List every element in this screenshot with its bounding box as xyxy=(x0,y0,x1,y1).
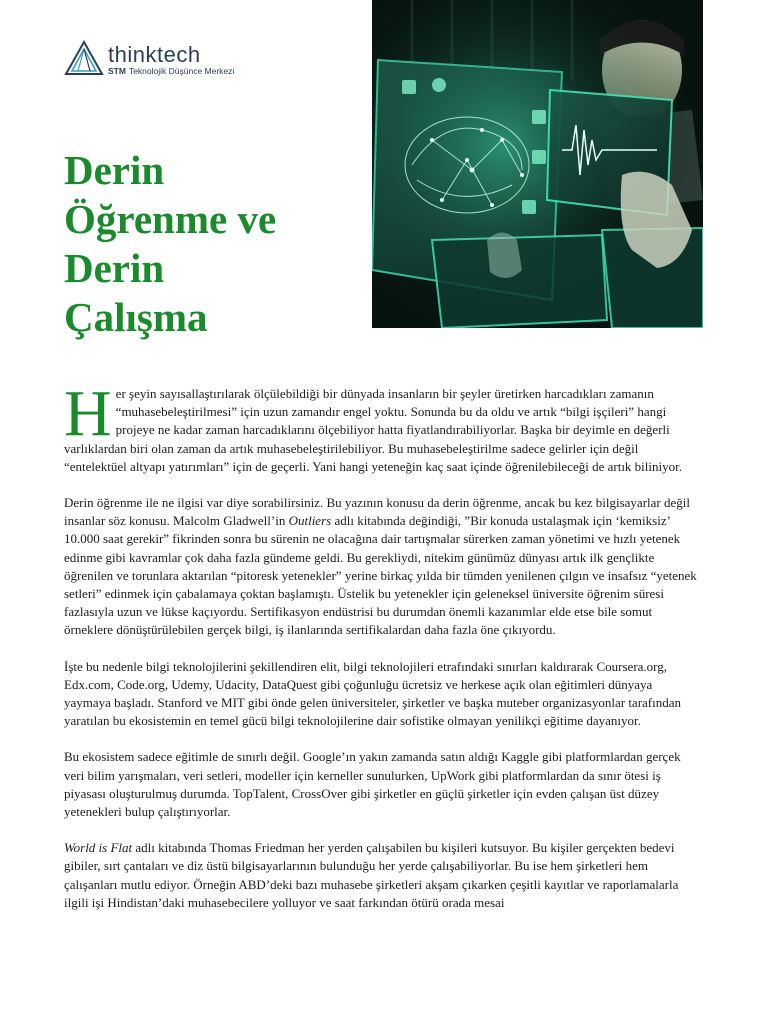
logo-wordmark xyxy=(108,42,201,68)
book-title-outliers: Outliers xyxy=(288,513,332,529)
paragraph-2-text-a: Derin öğrenme ile ne ilgisi var diye sorabilirsiniz. Bu yazının konusu da derin öğrenme, ancak bu kez bilgisayarlar değil insanlar söz konusu. Malcolm Gladwell’in xyxy=(64,495,690,529)
drop-cap: H xyxy=(64,377,112,450)
paragraph-2 xyxy=(64,494,701,640)
paragraph-1 xyxy=(64,377,701,476)
thinktech-logo xyxy=(64,40,264,80)
article-body xyxy=(64,377,701,930)
triangle-logo-icon xyxy=(64,40,104,76)
paragraph-2-text-b: adlı kitabında değindiği, ”Bir konuda ustalaşmak için ‘kemiksiz’ 10.000 saat gerekir” fikrinden sonra bu sürenin ne olacağına dair tartışmalar sürerken zaman yönetimi ve hızlı yetenek edinme gibi kavramlar çok daha fazla gündeme geldi. Bu gerekliydi, nitekim günümüz dünyası artık ilk gençlikte öğrenilen ve torunlara aktarılan “pitoresk yetenekler” yerine birkaç yılda bir tümden yenilenen çılgın ve insafsız “yetenek setleri” edinmek için çabalamaya çoktan başlamıştı. Üstelik bu yetenekler için geleneksel üniversite öğrenim süresi fazlasıyla uzun ve lükse kaçıyordu. Sertifikasyon endüstrisi bu durumdan önemli kazanımlar elde etse bile somut örneklere dönüştürülebilen gerçek bilgi, iş ilanlarında sertifikalardan daha fazla öne çıkıyordu. xyxy=(64,513,697,638)
title-line-3: Derin xyxy=(64,245,165,291)
hero-image xyxy=(372,0,703,328)
paragraph-3: İşte bu nedenle bilgi teknolojilerini şekillendiren elit, bilgi teknolojileri etrafındaki sınırları kaldırarak Coursera.org, Edx.com, Code.org, Udemy, Udacity, DataQuest gibi çoğunluğu ücretsiz ve herkese açık olan eğitimleri dünyaya yaymaya başladı. Stanford ve MIT gibi önde gelen üniversiteler, şirketler ve başka muteber organizasyonlar tarafından yaratılan bu ekosistemin en temel gücü bilgi teknolojilerine dair sofistike olmayan yenilikçi eğitime dayanıyor. xyxy=(64,658,682,729)
article-title xyxy=(64,146,354,342)
title-line-2: Öğrenme ve xyxy=(64,196,277,242)
paragraph-1-text: er şeyin sayısallaştırılarak ölçülebildiği bir dünyada insanların bir şeyler üretirken harcadıkları zamanın “muhasebeleştirilmesi” için uzun zamandır engel yoktu. Sonunda bu da oldu ve artık “bilgi işçileri” hangi projeye ne kadar zaman harcadıklarını ölçebiliyor hatta fiyatlandırabiliyorlar. Başka bir deyimle en değerli varlıklardan biri olan zaman da artık muhasebeleştirilebiliyor. Bu muhasebeleştirilme sadece gelirler için değil “entelektüel altyapı yatırımları” için de geçerli. Yani hangi yeteneğin kaç saat içinde öğrenilebileceği de artık biliniyor. xyxy=(64,386,682,474)
paragraph-5 xyxy=(64,839,701,912)
title-line-1: Derin xyxy=(64,147,165,193)
book-title-world-is-flat: World is Flat xyxy=(64,840,133,856)
paragraph-4: Bu ekosistem sadece eğitimle de sınırlı değil. Google’ın yakın zamanda satın aldığı Kaggle gibi platformlardan gerçek veri bilim yarışmaları, veri setleri, modeller için kerneller sunulurken, UpWork gibi platformlardan da sınır ötesi iş piyasası oluşturulmuş durumda. TopTalent, CrossOver gibi şirketler en güçlü şirketler için evden çalışan üst düzey yetenekleri bulup çalıştırıyorlar. xyxy=(64,749,681,820)
logo-tech: tech xyxy=(156,42,201,67)
title-line-4: Çalışma xyxy=(64,294,208,340)
hologram-brain-icon xyxy=(372,0,703,328)
paragraph-5-text: adlı kitabında Thomas Friedman her yerden çalışabilen bu kişileri kutsuyor. Bu kişiler gerçekten bedevi gibiler, sırt çantaları ve diz üstü bilgisayarlarının bulunduğu her yerde çalışabiliyorlar. Bu ise hem şirketleri hem çalışanları mutlu ediyor. Örneğin ABD’deki bazı muhasebe şirketleri akşam çıkarken çeşitli kayıtlar ve raporlamalarla ilgili işi Hindistan’daki muhasebecilere yolluyor ve saat farkından ötürü orada mesai xyxy=(64,840,679,910)
logo-stm: STM xyxy=(108,66,126,76)
logo-think: think xyxy=(108,42,157,67)
logo-subtitle-text: Teknolojik Düşünce Merkezi xyxy=(128,66,235,76)
logo-subtitle xyxy=(108,66,234,76)
